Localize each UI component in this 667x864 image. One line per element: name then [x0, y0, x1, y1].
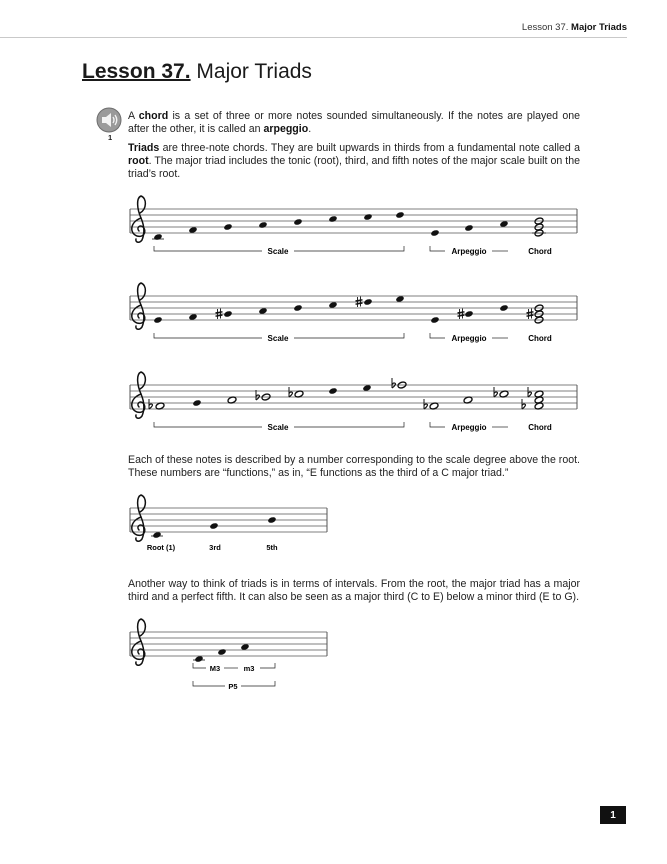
- staff-d-major: [130, 283, 577, 343]
- text: are three-note chords. They are built upwards in thirds from a fundamental note called a: [159, 142, 580, 154]
- treble-clef: [132, 372, 146, 418]
- note: [499, 304, 508, 312]
- treble-clef: [132, 196, 146, 242]
- scale-label: Scale: [267, 423, 289, 432]
- text: .: [308, 123, 312, 135]
- flat-icon: [528, 387, 531, 397]
- note: [328, 387, 337, 395]
- arpeggio-notes: [424, 387, 509, 410]
- running-header-lesson: Lesson 37.: [521, 22, 569, 33]
- flat-icon: [522, 399, 525, 409]
- term-root: root: [128, 155, 149, 167]
- audio-track-number: 1: [108, 133, 113, 142]
- treble-clef: [132, 495, 146, 541]
- chord-label: Chord: [528, 247, 552, 256]
- term-arpeggio: arpeggio: [263, 123, 309, 135]
- note: [395, 211, 404, 219]
- arpeggio-label: Arpeggio: [451, 334, 487, 343]
- flat-icon: [392, 378, 395, 388]
- root-label: Root (1): [146, 543, 176, 552]
- note: [192, 399, 201, 407]
- arpeggio-label: Arpeggio: [451, 247, 487, 256]
- arpeggio-notes: [430, 220, 508, 237]
- chord-label: Chord: [528, 334, 552, 343]
- page-number: 1: [600, 806, 626, 824]
- note-third: [209, 522, 218, 530]
- arpeggio-label: Arpeggio: [451, 423, 487, 432]
- note: [258, 221, 267, 229]
- chord-label: Chord: [528, 423, 552, 432]
- note: [293, 304, 302, 312]
- scale-notes: [152, 211, 405, 241]
- scale-notes: [153, 295, 404, 324]
- treble-clef: [132, 283, 146, 329]
- note: [153, 316, 162, 324]
- text: A: [128, 110, 139, 122]
- staff-functions: [130, 495, 327, 552]
- note: [223, 223, 232, 231]
- note: [430, 229, 439, 237]
- flat-icon: [424, 399, 427, 409]
- text: . The major triad includes the tonic (root), third, and fifth notes of the major scale built on the triad’s root.: [128, 155, 580, 180]
- note: [363, 213, 372, 221]
- lesson-number: Lesson 37.: [82, 60, 191, 83]
- flat-icon: [256, 390, 259, 400]
- text: Another way to think of triads is in terms of intervals. From the root, the major triad has a major third and a perfect fifth. It can also be seen as a major third (C to E) below a minor third (E to G).: [128, 578, 580, 603]
- third-label: 3rd: [209, 543, 221, 552]
- note: [430, 316, 439, 324]
- note: [223, 310, 232, 318]
- note: [328, 215, 337, 223]
- note: [153, 233, 162, 241]
- scale-notes: [149, 378, 407, 410]
- staff-c-major: [130, 196, 577, 256]
- flat-icon: [494, 387, 497, 397]
- note-fifth: [267, 516, 276, 524]
- chord-notes: [522, 387, 544, 410]
- note: [363, 298, 372, 306]
- note: [293, 218, 302, 226]
- note: [464, 310, 473, 318]
- note: [464, 224, 473, 232]
- major-third-label: M3: [209, 664, 221, 673]
- perfect-fifth-label: P5: [228, 682, 238, 691]
- staff-e-flat-major: [130, 372, 577, 432]
- fifth-label: 5th: [266, 543, 278, 552]
- text: is a set of three or more notes sounded simultaneously. If the notes are played one after the other, it is called an: [128, 110, 580, 135]
- term-chord: chord: [138, 110, 169, 122]
- flat-icon: [289, 387, 292, 397]
- lesson-name: Major Triads: [196, 60, 312, 83]
- staff-intervals: [130, 619, 327, 691]
- text: Each of these notes is described by a number corresponding to the scale degree above the root. These numbers are “functions,” as in, “E functions as the third of a C major triad.”: [128, 454, 580, 479]
- flat-icon: [149, 399, 152, 409]
- scale-label: Scale: [267, 247, 289, 256]
- minor-third-label: m3: [243, 664, 255, 673]
- term-triads: Triads: [128, 142, 160, 154]
- running-header-title: Major Triads: [571, 22, 627, 33]
- note-third: [217, 648, 226, 656]
- treble-clef: [132, 619, 146, 665]
- scale-label: Scale: [267, 334, 289, 343]
